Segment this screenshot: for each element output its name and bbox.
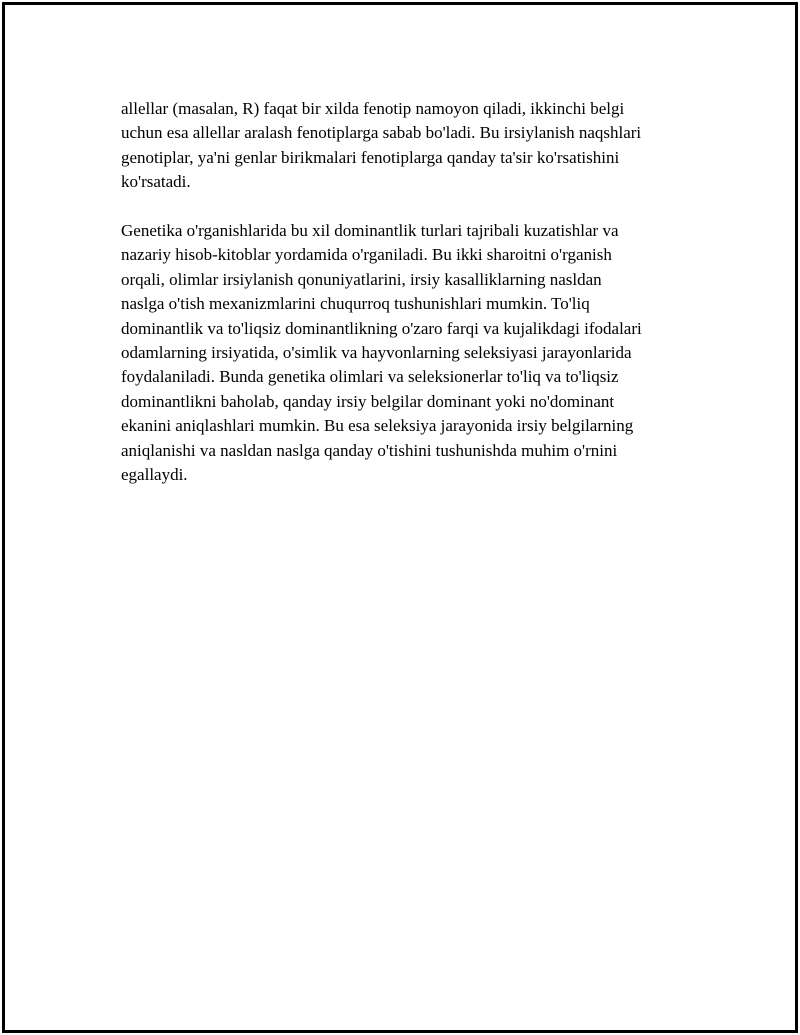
- document-body: [121, 97, 711, 512]
- text-line: foydalaniladi. Bunda genetika olimlari va seleksionerlar to'liq va to'liqsiz: [121, 367, 619, 387]
- text-line: nazariy hisob-kitoblar yordamida o'rganiladi. Bu ikki sharoitni o'rganish: [121, 245, 612, 265]
- text-line: uchun esa allellar aralash fenotiplarga sabab bo'ladi. Bu irsiylanish naqshlari: [121, 123, 642, 143]
- text-line: dominantlikni baholab, qanday irsiy belgilar dominant yoki no'dominant: [121, 391, 615, 411]
- text-line: Genetika o'rganishlarida bu xil dominantlik turlari tajribali kuzatishlar va: [121, 221, 619, 241]
- text-line: ko'rsatadi.: [121, 172, 191, 192]
- text-line: ekanini aniqlashlari mumkin. Bu esa seleksiya jarayonida irsiy belgilarning: [121, 416, 634, 436]
- paragraph-2: [121, 219, 711, 487]
- text-line: egallaydi.: [121, 465, 188, 485]
- page-frame: [2, 2, 798, 1033]
- text-line: orqali, olimlar irsiylanish qonuniyatlarini, irsiy kasalliklarning nasldan: [121, 269, 602, 289]
- text-line: genotiplar, ya'ni genlar birikmalari fenotiplarga qanday ta'sir ko'rsatishini: [121, 147, 620, 167]
- text-line: allellar (masalan, R) faqat bir xilda fenotip namoyon qiladi, ikkinchi belgi: [121, 99, 625, 118]
- paragraph-1: [121, 97, 711, 195]
- text-line: dominantlik va to'liqsiz dominantlikning o'zaro farqi va kujalikdagi ifodalari: [121, 318, 642, 338]
- text-line: naslga o'tish mexanizmlarini chuqurroq tushunishlari mumkin. To'liq: [121, 294, 590, 314]
- text-line: aniqlanishi va nasldan naslga qanday o'tishini tushunishda muhim o'rnini: [121, 440, 618, 460]
- text-line: odamlarning irsiyatida, o'simlik va hayvonlarning seleksiyasi jarayonlarida: [121, 343, 632, 363]
